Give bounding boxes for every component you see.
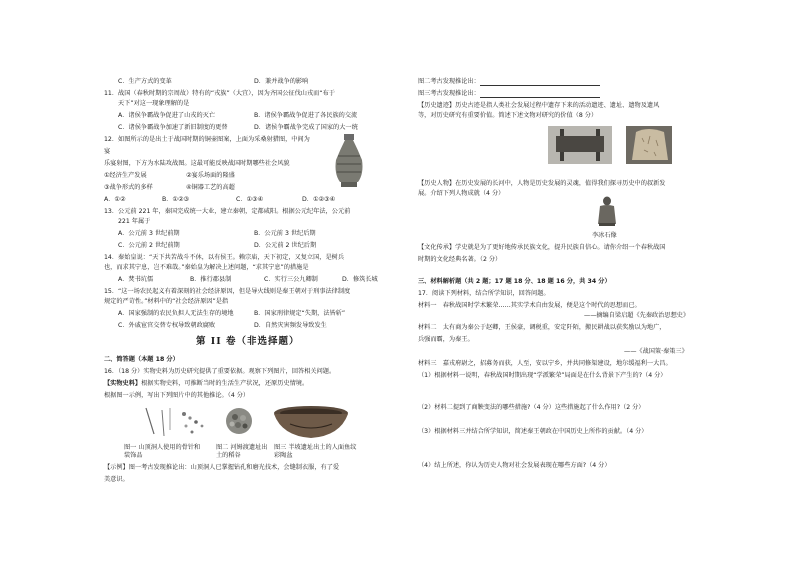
q15-option-b: B．国家刑律规定“失期，法皆斩” [254, 310, 346, 317]
q11-option-d: D．诸侯争霸战争完成了国家的大一统 [254, 124, 358, 131]
q16-intro: 根据实物史料，可推断当时的生活生产状况，还原历史情境。 [141, 380, 309, 387]
figure-2-inference [418, 78, 600, 86]
example-answer: 【示例】图一考古发现推论出：山顶洞人已掌握钻孔和磨光技术，会缝制衣服，有了爱 [104, 464, 340, 471]
subquestion-2: （2）材料二提到了商鞅变法的哪些措施?（4 分）这些措施起了什么作用?（2 分） [418, 404, 645, 411]
q11-option-a: A．诸侯争霸战争促进了山戎的灭亡 [118, 112, 216, 119]
material-1-source: ——摘编自梁启超《先秦政治思想史》 [584, 312, 690, 319]
q13-option-c: C．公元前 2 世纪前期 [118, 242, 180, 249]
q11-stem-2: 天下”对这一现象理解的是 [118, 100, 190, 107]
subquestion-1: （1）根据材料一说明，春秋战国时期出现“学派繁荣”局面是在什么背景下产生的?（4 分） [418, 372, 667, 379]
q12-item-1: ①经济生产发展 [104, 172, 147, 179]
q16-tag [104, 380, 308, 388]
q14-option-b: B．推行郡县制 [190, 276, 232, 283]
material-2-text-2: 兵强而霸，为秦王。 [418, 336, 474, 343]
historical-figure-prompt-2: 展。介绍下列人物成就（4 分） [418, 190, 505, 197]
material-analysis-heading: 三、材料解析题（共 2 题；17 题 18 分、18 题 16 分，共 34 分） [418, 278, 611, 285]
material-1-text: 材料一 春秋战国时学术繁荣……其实学术自由发展，便是这个时代的思想而已。 [418, 302, 641, 309]
q16-stem: 16．（18 分）实物史料为历史研究提供了重要依据。观察下列图片，回答相关问题。 [104, 368, 336, 375]
q12-item-3: ③战争形式的多样 [104, 184, 153, 191]
historical-figure-prompt: 【历史人物】在历史发展的长河中，人物是历史发展的灵魂，值得我们探寻历史中的叔新发 [418, 180, 666, 187]
oracle-bone-image [626, 126, 672, 164]
q16-instruction: 根据图一示例，写出下列图片中的其他推论。（4 分） [104, 392, 250, 399]
figure-3-inference [418, 90, 600, 98]
q13-option-d: D．公元前 2 世纪后期 [254, 242, 317, 249]
example-answer-2: 美意识。 [104, 476, 129, 483]
q13-option-b: B．公元前 3 世纪后期 [254, 230, 316, 237]
q12-stem: 12．如图所示的是出土于战国时期的铜壶图案，上面为采桑射猎图，中间为 [104, 136, 310, 143]
q13-option-a: A．公元前 3 世纪前期 [118, 230, 180, 237]
figure-3-answer-line[interactable] [480, 92, 600, 98]
part-2-title: 第 II 卷（非选择题） [196, 336, 300, 347]
historic-sites-prompt-2: 等，对历史研究有重要价值。简述下述文物对研究的价值（8 分） [418, 112, 598, 119]
q11-stem: 11．战国（春秋时期的宗周故）特有的“戎族”（大宜），因为齐国公征伐山戎而“布于 [104, 90, 335, 97]
q11-option-c: C．诸侯争霸战争加速了新旧制度的更替 [118, 124, 228, 131]
q11-option-b: B．诸侯争霸战争促进了各民族的交流 [254, 112, 358, 119]
rice-grain-image [224, 406, 254, 436]
q14-option-c: C．实行三公九卿制 [264, 276, 318, 283]
q15-stem: 15．“这一场农民起义有着深刻的社会经济原因，但是导火线则是秦王朝对于刑事法律制度 [104, 288, 351, 295]
cultural-heritage-prompt: 【文化传承】学史就是为了更好地传承民族文化，提升民族自信心。请你介绍一个春秋战国 [418, 244, 666, 251]
q13-stem-2: 221 年属于 [118, 218, 151, 225]
subquestion-4: （4）结上所述，你认为历史人物对社会发展表现在哪些方面?（4 分） [418, 462, 611, 469]
q14-stem: 14．秦始皇说：“天下共苦战斗不休，以有侯王。赖宗庙，天下初定，又复立国，是树兵 [104, 254, 345, 261]
subquestion-3: （3）根据材料三并结合所学知识，简述秦王朝政在中国历史上所作的贡献。（4 分） [418, 428, 648, 435]
q15-option-c: C．外戚宦官交替专权导致朝政腐败 [118, 322, 216, 329]
bronze-ding-image [548, 126, 612, 164]
short-answer-heading: 二、简答题（本题 18 分） [104, 356, 179, 363]
figure-3-caption: 图三 半坡遗址出土的人面鱼纹彩陶盆 [274, 444, 357, 459]
li-bing-statue-image [596, 196, 618, 226]
q10-option-d: D．兼并战争的影响 [254, 78, 309, 85]
material-3-text: 材料三 嘉戎府尉之，招募务而获，人至，安以宁乡，并共同修渠建设，地尔缓福利一大昌。 [418, 360, 672, 367]
q17-stem: 17．阅读下列材料，结合所学知识，回答问题。 [418, 290, 550, 297]
figure-1-caption: 图一 山顶洞人使用的骨针和装饰品 [124, 444, 201, 459]
q14-stem-2: 也，而求其宁息，岂不难哉。”秦始皇为解决上述问题，“求其宁息”的措施是 [104, 264, 309, 271]
figure-3-inference-label: 图三考古发现推论出： [418, 90, 480, 97]
q12-item-4: ④铜器工艺的高超 [186, 184, 235, 191]
q15-option-d: D．自然灾害频发导致发生 [254, 322, 327, 329]
q14-option-d: D．修筑长城 [342, 276, 378, 283]
material-2-source: ——《战国策·秦策三》 [624, 348, 688, 355]
q13-stem: 13．公元前 221 年，秦国完成统一大业，建立秦朝，定都咸阳。根据公元纪年法，公元前 [104, 208, 351, 215]
bone-needle-ornaments-image [140, 404, 212, 440]
physical-material-tag: 【实物史料】 [104, 380, 142, 387]
cultural-heritage-prompt-2: 时期的文化经典名著。（2 分） [418, 256, 502, 263]
q14-option-a: A．焚书坑儒 [118, 276, 154, 283]
q12-option-b: B．①②③ [162, 196, 190, 203]
q12-option-d: D．①②③④ [302, 196, 336, 203]
figure-2-caption: 图二 河姆渡遗址出土的稻谷 [216, 444, 268, 459]
painted-pottery-basin-image [272, 404, 350, 440]
material-2-text: 材料二 太有商为秦公于赵卿，王侯豪，调税重，安定阡陌，搬民耕战以获奖励以为地广， [418, 324, 666, 331]
q15-option-a: A．国家强制的农民负担人无法生存的境地 [118, 310, 234, 317]
statue-caption: 李冰石像 [592, 232, 617, 239]
q10-option-c: C．生产方式的变革 [118, 78, 172, 85]
q12-stem-2: 宴 [104, 148, 111, 155]
q12-item-2: ②宴乐场面的隆盛 [186, 172, 235, 179]
q15-stem-2: 规定的严苛性。”材料中的“社会经济原因”是指 [104, 298, 229, 305]
q12-option-a: A．①② [104, 196, 126, 203]
figure-2-answer-line[interactable] [480, 80, 600, 86]
q12-stem-3: 乐宴射图，下方为水陆攻战图。这最可能反映战国时期哪些社会风貌 [104, 160, 290, 167]
q12-option-c: C．①③④ [236, 196, 264, 203]
figure-2-inference-label: 图二考古发现推论出： [418, 78, 480, 85]
historic-sites-prompt: 【历史遗迹】历史古迹是指人类社会发展过程中遗存下来的活动遗迹、遗址、遗物及遗风 [418, 102, 660, 109]
bronze-vessel-image [332, 134, 366, 188]
